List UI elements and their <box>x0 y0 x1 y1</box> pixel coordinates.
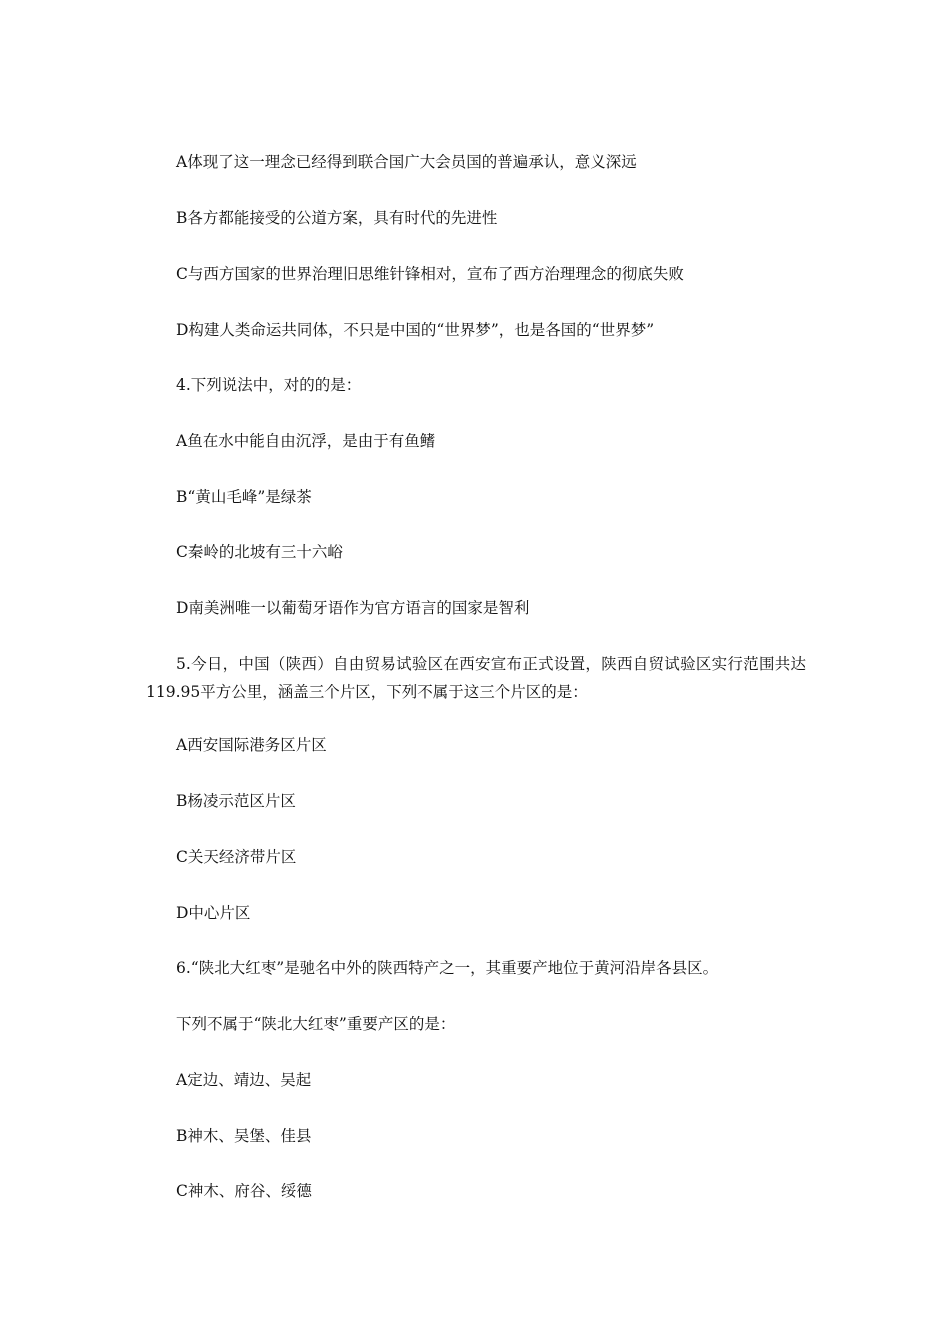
option-c-q3: C与西方国家的世界治理旧思维针锋相对，宣布了西方治理理念的彻底失败 <box>176 265 684 283</box>
question-6-prompt: 下列不属于“陕北大红枣”重要产区的是： <box>176 1015 456 1033</box>
option-b-q4: B“黄山毛峰”是绿茶 <box>176 488 312 506</box>
option-a-q5: A西安国际港务区片区 <box>176 736 327 754</box>
option-c-q5: C关天经济带片区 <box>176 848 297 866</box>
option-a-q4: A鱼在水中能自由沉浮，是由于有鱼鳍 <box>176 432 436 450</box>
option-d-q3: D构建人类命运共同体，不只是中国的“世界梦”，也是各国的“世界梦” <box>176 321 655 339</box>
option-d-q4: D南美洲唯一以葡萄牙语作为官方语言的国家是智利 <box>176 599 530 617</box>
option-b-q5: B杨凌示范区片区 <box>176 792 296 810</box>
option-a-q3: A体现了这一理念已经得到联合国广大会员国的普遍承认，意义深远 <box>176 153 637 171</box>
option-b-q6: B神木、吴堡、佳县 <box>176 1127 312 1145</box>
question-4: 4.下列说法中，对的的是： <box>176 376 362 394</box>
option-d-q5: D中心片区 <box>176 904 251 922</box>
option-c-q6: C神木、府谷、绥德 <box>176 1182 312 1200</box>
option-b-q3: B各方都能接受的公道方案，具有时代的先进性 <box>176 209 498 227</box>
option-a-q6: A定边、靖边、吴起 <box>176 1071 312 1089</box>
option-c-q4: C秦岭的北坡有三十六峪 <box>176 543 343 561</box>
question-5: 5.今日，中国（陕西）自由贸易试验区在西安宣布正式设置，陕西自贸试验区实行范围共达119.95平方公里，涵盖三个片区，下列不属于这三个片区的是： <box>146 655 806 701</box>
question-6: 6.“陕北大红枣”是驰名中外的陕西特产之一，其重要产地位于黄河沿岸各县区。 <box>176 959 719 977</box>
